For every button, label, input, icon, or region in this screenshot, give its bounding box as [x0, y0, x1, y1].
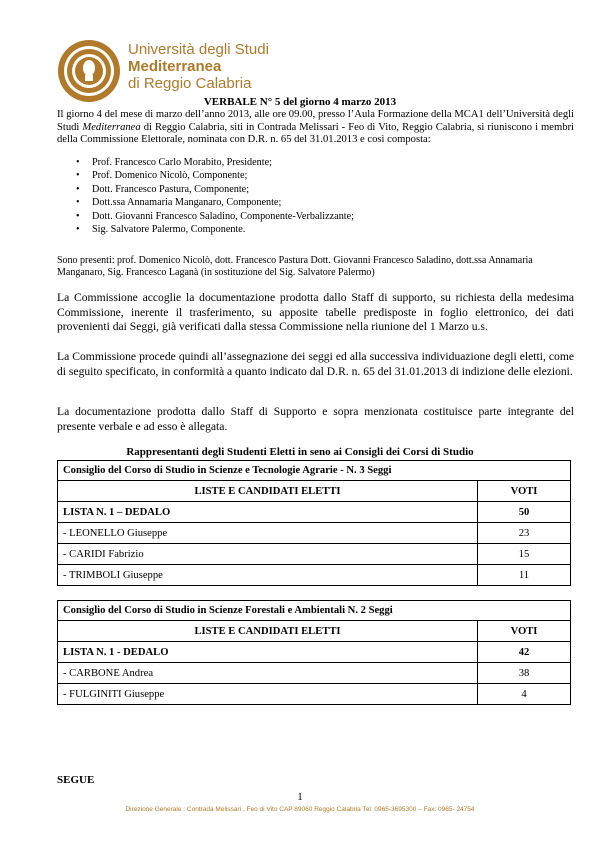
table-row [58, 544, 571, 565]
candidate-name: - FULGINITI Giuseppe [58, 684, 478, 705]
representatives-title: Rappresentanti degli Studenti Eletti in seno ai Consigli dei Corsi di Studio [126, 446, 474, 458]
segue-label: SEGUE [57, 774, 95, 786]
table-row [58, 684, 571, 705]
list-name: LISTA N. 1 – DEDALO [58, 502, 478, 523]
intro-paragraph [57, 109, 574, 147]
column-header-candidates: LISTE E CANDIDATI ELETTI [58, 621, 478, 642]
footer-address: Direzione Generale : Contrada Melissari , Feo di Vito CAP 89060 Reggio Calabria Tel: 0965-3695300 – Fax: 0965- 24754 [125, 806, 475, 813]
intro-italic: Mediterranea [82, 121, 141, 133]
document-title: VERBALE N° 5 del giorno 4 marzo 2013 [203, 96, 397, 108]
candidate-name: - LEONELLO Giuseppe [58, 523, 478, 544]
member-item: • Sig. Salvatore Palermo, Componente. [76, 223, 354, 236]
table-caption: Consiglio del Corso di Studio in Scienze e Tecnologie Agrarie - N. 3 Seggi [58, 461, 571, 481]
table-caption: Consiglio del Corso di Studio in Scienze Forestali e Ambientali N. 2 Seggi [58, 601, 571, 621]
candidate-name: - CARBONE Andrea [58, 663, 478, 684]
list-name: LISTA N. 1 - DEDALO [58, 642, 478, 663]
member-item: • Dott. Francesco Pastura, Componente; [76, 183, 354, 196]
table-row [58, 565, 571, 586]
list-votes: 50 [478, 502, 571, 523]
university-seal-icon [56, 38, 122, 104]
member-item: • Dott. Giovanni Francesco Saladino, Componente-Verbalizzante; [76, 210, 354, 223]
members-list [76, 156, 354, 236]
intro-text-1: Il giorno 4 del mese di marzo dell’anno 2013, alle ore 09.00, presso l’Aula Formazione della MCA1 dell’Università degli Studi [57, 109, 574, 133]
university-line-1: Università degli Studi [128, 41, 269, 58]
table-row [58, 523, 571, 544]
results-table-agrarie [57, 460, 571, 586]
table-row [58, 663, 571, 684]
member-item: • Prof. Francesco Carlo Morabito, Presidente; [76, 156, 354, 169]
paragraph-attachment: La documentazione prodotta dallo Staff di Supporto e sopra menzionata costituisce parte integrante del presente verbale e ad esso è allegata. [57, 405, 574, 433]
candidate-name: - CARIDI Fabrizio [58, 544, 478, 565]
candidate-votes: 23 [478, 523, 571, 544]
candidate-votes: 11 [478, 565, 571, 586]
member-item: • Prof. Domenico Nicolò, Componente; [76, 169, 354, 182]
present-paragraph: Sono presenti: prof. Domenico Nicolò, dott. Francesco Pastura Dott. Giovanni Francesco Saladino, dott.ssa Annamaria Manganaro, Sig. Francesco Laganà (in sostituzione del Sig. Salvatore Palermo) [57, 255, 533, 279]
candidate-votes: 4 [478, 684, 571, 705]
intro-text-2: di Reggio Calabria, siti in Contrada Melissari - Feo di Vito, Reggio Calabria, si riuniscono i membri della Commissione Elettorale, nominata con D.R. n. 65 del 31.01.2013 e così composta: [57, 121, 574, 146]
list-votes: 42 [478, 642, 571, 663]
column-header-votes: VOTI [478, 481, 571, 502]
paragraph-assignment: La Commissione procede quindi all’assegnazione dei seggi ed alla successiva individuazione degli eletti, come di seguito specificato, in conformità a quanto indicato dal D.R. n. 65 del 31.01.2013 di indizione delle elezioni. [57, 350, 574, 378]
column-header-candidates: LISTE E CANDIDATI ELETTI [58, 481, 478, 502]
member-item: • Dott.ssa Annamaria Manganaro, Componente; [76, 196, 354, 209]
university-line-2: Mediterranea [128, 58, 222, 75]
column-header-votes: VOTI [478, 621, 571, 642]
candidate-votes: 38 [478, 663, 571, 684]
paragraph-documentation: La Commissione accoglie la documentazione prodotta dallo Staff di supporto, su richiesta della medesima Commissione, inerente il trasferimento, su apposite tabelle predisposte in foglio elettronico, dei dati provenienti dai Seggi, già verificati dalla stessa Commissione nella riunione del 1 Marzo u.s. [57, 291, 574, 333]
candidate-votes: 15 [478, 544, 571, 565]
candidate-name: - TRIMBOLI Giuseppe [58, 565, 478, 586]
university-line-3: di Reggio Calabria [128, 75, 252, 92]
university-name [128, 41, 269, 92]
results-table-forestali [57, 600, 571, 705]
page-number: 1 [297, 791, 303, 803]
